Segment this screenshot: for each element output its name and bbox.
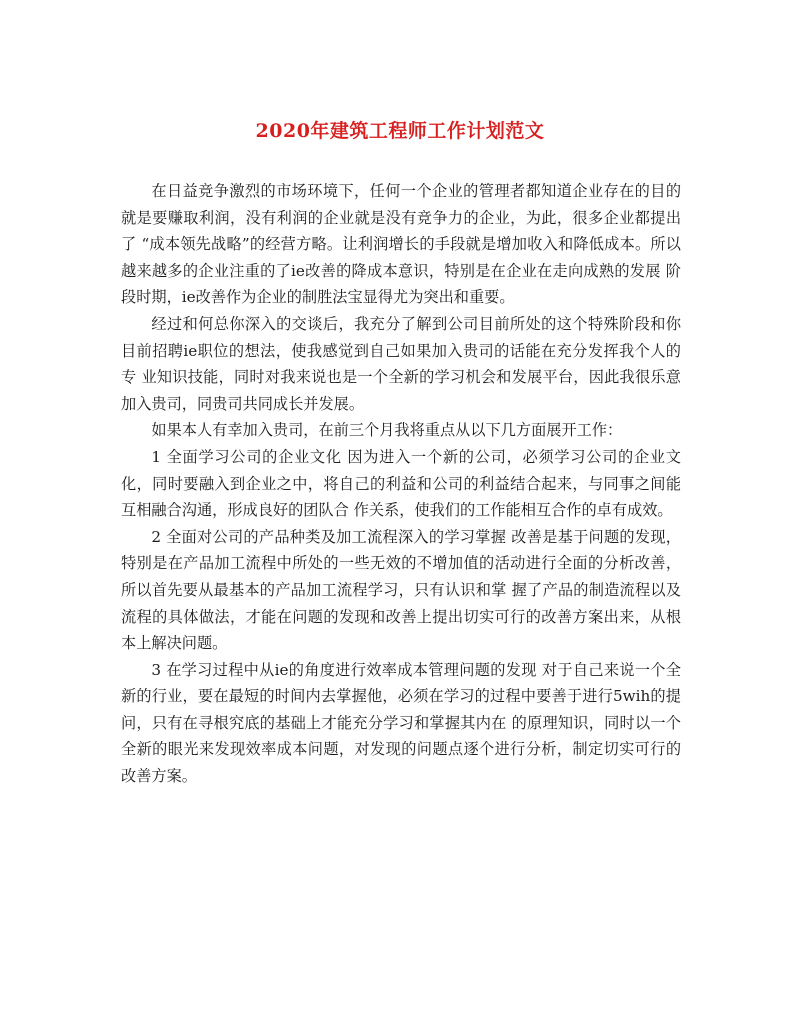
document-body xyxy=(121,178,681,790)
paragraph-motivation: 经过和何总你深入的交谈后，我充分了解到公司目前所处的这个特殊阶段和你目前招聘ie职位的想法，使我感觉到自己如果加入贵司的话能在充分发挥我个人的专 业知识技能，同时对我来说也是一个全新的学习机会和发展平台，因此我很乐意加入贵司，同贵司共同成长并发展。 xyxy=(121,314,681,413)
paragraph-plan-intro: 如果本人有幸加入贵司，在前三个月我将重点从以下几方面展开工作： xyxy=(151,421,623,440)
document-title: 2020年建筑工程师工作计划范文 xyxy=(255,120,545,142)
paragraph-intro: 在日益竞争激烈的市场环境下，任何一个企业的管理者都知道企业存在的目的就是要赚取利润，没有利润的企业就是没有竞争力的企业，为此，很多企业都提出了 “成本领先战略”的经营方略。让利润增长的手段就是增加收入和降低成本。所以越来越多的企业注重的了ie改善的降成本意识，特别是在企业在走向成熟的发展 阶段时期，ie改善作为企业的制胜法宝显得尤为突出和重要。 xyxy=(121,182,681,307)
paragraph-plan-item-2: 2 全面对公司的产品种类及加工流程深入的学习掌握 改善是基于问题的发现，特别是在产品加工流程中所处的一些无效的不增加值的活动进行全面的分析改善，所以首先要从最基本的产品加工流程学习，只有认识和掌 握了产品的制造流程以及流程的具体做法，才能在问题的发现和改善上提出切实可行的改善方案出来，从根本上解决问题。 xyxy=(121,527,681,653)
paragraph-plan-item-3: 3 在学习过程中从ie的角度进行效率成本管理问题的发现 对于自己来说一个全新的行业，要在最短的时间内去掌握他，必须在学习的过程中要善于进行5wih的提问，只有在寻根究底的基础上才能充分学习和掌握其内在 的原理知识，同时以一个全新的眼光来发现效率成本问题，对发现的问题点逐个进行分析，制定切实可行的改善方案。 xyxy=(121,660,681,786)
paragraph-plan-item-1: 1 全面学习公司的企业文化 因为进入一个新的公司，必须学习公司的企业文化，同时要融入到企业之中，将自己的利益和公司的利益结合起来，与同事之间能互相融合沟通，形成良好的团队合 作关系，使我们的工作能相互合作的卓有成效。 xyxy=(121,447,681,520)
